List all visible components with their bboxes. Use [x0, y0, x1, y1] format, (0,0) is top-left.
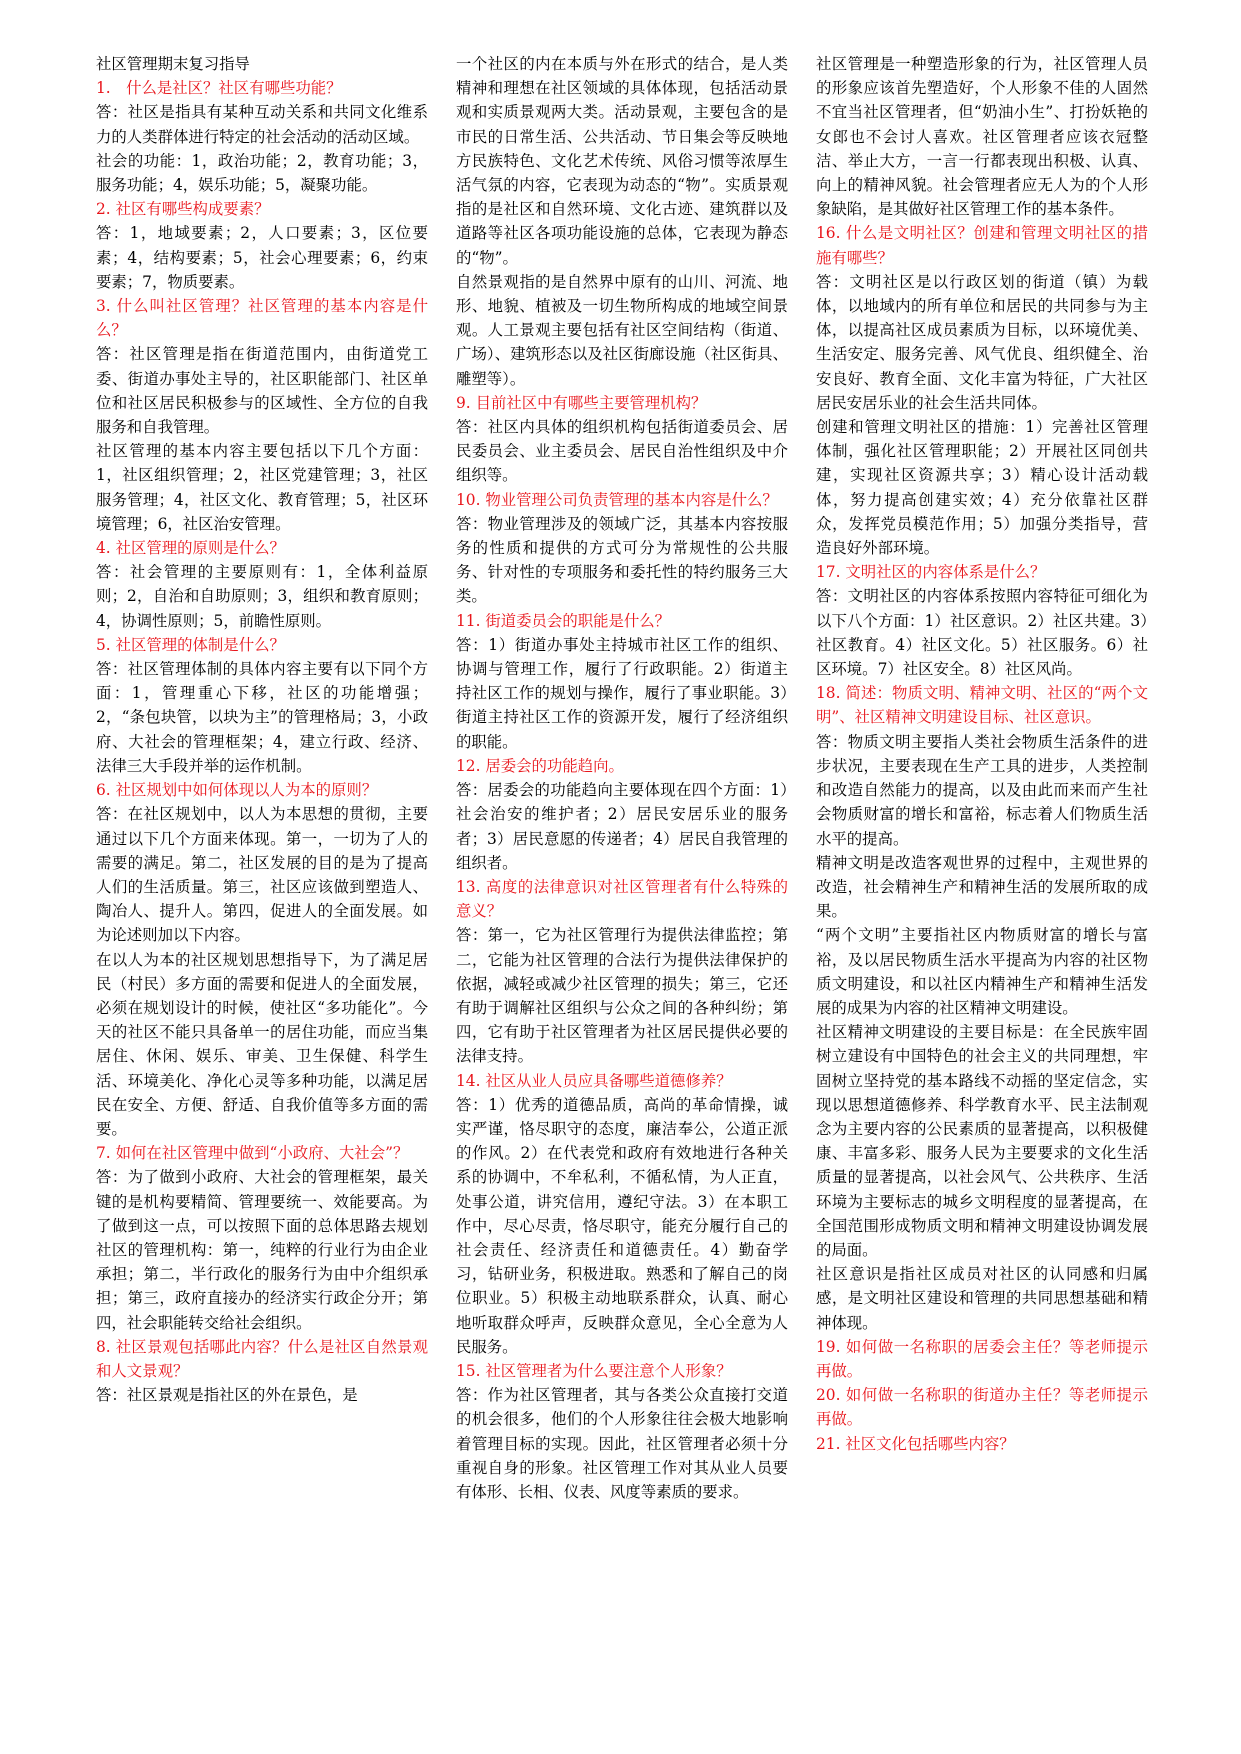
question-heading: 4. 社区管理的原则是什么？	[96, 539, 285, 558]
answer-paragraph: 答：文明社区是以行政区划的街道（镇）为载体，以地域内的所有单位和居民的共同参与为主体，以提高社区成员素质为目标，以环境优美、生活安定、服务完善、风气优良、组织健全、治安良好、教育全面、文化丰富为特征，广大社区居民安居乐业的社会生活共同体。	[816, 272, 1148, 412]
question-heading: 11. 街道委员会的职能是什么？	[456, 611, 671, 630]
question-heading: 7. 如何在社区管理中做到“小政府、大社会”？	[96, 1144, 409, 1163]
answer-paragraph: 社区管理是一种塑造形象的行为，社区管理人员的形象应该首先塑造好，个人形象不佳的人固然不宜当社区管理者，但“奶油小生”、打扮妖艳的女郎也不会讨人喜欢。社区管理者应该衣冠整洁、举止大方，一言一行都表现出积极、认真、向上的精神风貌。社会管理者应无人为的个人形象缺陷，是其做好社区管理工作的基本条件。	[816, 55, 1148, 219]
question-heading: 10. 物业管理公司负责管理的基本内容是什么？	[456, 490, 778, 509]
answer-paragraph: 答：第一，它为社区管理行为提供法律监控；第二，它能为社区管理的合法行为提供法律保护的依据，减轻或减少社区管理的损失；第三，它还有助于调解社区组织与公众之间的各种纠纷；第四，它有助于社区管理者为社区居民提供必要的法律支持。	[456, 926, 788, 1066]
answer-paragraph: 答：社会管理的主要原则有：1，全体利益原则；2，自治和自助原则；3，组织和教育原则；4，协调性原则；5，前瞻性原则。	[96, 563, 428, 630]
question-heading: 18. 简述：物质文明、精神文明、社区的“两个文明”、社区精神文明建设目标、社区意识。	[816, 684, 1148, 727]
answer-paragraph: 精神文明是改造客观世界的过程中，主观世界的改造，社会精神生产和精神生活的发展所取的成果。	[816, 853, 1148, 921]
answer-paragraph: 答：社区是指具有某种互动关系和共同文化维系力的人类群体进行特定的社会活动的活动区域。	[96, 103, 428, 146]
question-heading: 16. 什么是文明社区？创建和管理文明社区的措施有哪些？	[816, 224, 1148, 267]
answer-paragraph: 答：作为社区管理者，其与各类公众直接打交道的机会很多，他们的个人形象往往会极大地影响着管理目标的实现。因此，社区管理者必须十分重视自身的形象。社区管理工作对其从业人员要有体形、长相、仪表、风度等素质的要求。	[456, 1386, 788, 1501]
answer-paragraph: 答：社区内具体的组织机构包括街道委员会、居民委员会、业主委员会、居民自治性组织及中介组织等。	[456, 418, 788, 485]
answer-paragraph: 答：1）优秀的道德品质，高尚的革命情操，诚实严谨，恪尽职守的态度，廉洁奉公，公道正派的作风。2）在代表党和政府有效地进行各种关系的协调中，不牟私利，不循私情，为人正直，处事公道，讲究信用，遵纪守法。3）在本职工作中，尽心尽责，恪尽职守，能充分履行自己的社会责任、经济责任和道德责任。4）勤奋学习，钻研业务，积极进取。熟悉和了解自己的岗位职业。5）积极主动地联系群众，认真、耐心地听取群众呼声，反映群众意见，全心全意为人民服务。	[456, 1095, 788, 1356]
question-heading: 21. 社区文化包括哪些内容？	[816, 1434, 1015, 1453]
answer-paragraph: 社会的功能：1，政治功能；2，教育功能；3，服务功能；4，娱乐功能；5，凝聚功能。	[96, 151, 428, 195]
question-heading: 15. 社区管理者为什么要注意个人形象？	[456, 1361, 732, 1380]
question-heading: 13. 高度的法律意识对社区管理者有什么特殊的意义？	[456, 877, 788, 921]
answer-paragraph: 自然景观指的是自然界中原有的山川、河流、地形、地貌、植被及一切生物所构成的地域空间景观。人工景观主要包括有社区空间结构（街道、广场）、建筑形态以及社区街廊设施（社区街具、雕塑等）。	[456, 272, 788, 388]
answer-paragraph: 答：为了做到小政府、大社会的管理框架，最关键的是机构要精简、管理要统一、效能要高。为了做到这一点，可以按照下面的总体思路去规划社区的管理机构：第一，纯粹的行业行为由企业承担；第二，半行政化的服务行为由中介组织承担；第三，政府直接办的经济实行政企分开；第四，社会职能转交给社会组织。	[96, 1168, 428, 1332]
answer-paragraph: 答：物质文明主要指人类社会物质生活条件的进步状况，主要表现在生产工具的进步，人类控制和改造自然能力的提高，以及由此而来而产生社会物质财富的增长和富裕，标志着人们物质生活水平的提高。	[816, 732, 1148, 848]
question-heading: 3. 什么叫社区管理？社区管理的基本内容是什么？	[96, 297, 428, 340]
answer-paragraph: 答：社区管理体制的具体内容主要有以下同个方面：1，管理重心下移，社区的功能增强；2，“条包块管，以块为主”的管理格局；3，小政府、大社会的管理框架；4，建立行政、经济、法律三大手段并举的运作机制。	[96, 660, 428, 775]
answer-paragraph: 答：居委会的功能趋向主要体现在四个方面：1）社会治安的维护者；2）居民安居乐业的服务者；3）居民意愿的传递者；4）居民自我管理的组织者。	[456, 781, 788, 872]
answer-paragraph: 答：1）街道办事处主持城市社区工作的组织、协调与管理工作，履行了行政职能。2）街道主持社区工作的规划与操作，履行了事业职能。3）街道主持社区工作的资源开发，履行了经济组织的职能。	[456, 635, 788, 751]
answer-paragraph: 社区意识是指社区成员对社区的认同感和归属感，是文明社区建设和管理的共同思想基础和精神体现。	[816, 1265, 1148, 1332]
question-heading: 9. 目前社区中有哪些主要管理机构？	[456, 393, 707, 412]
answer-paragraph: 答：1，地域要素；2，人口要素；3，区位要素；4，结构要素；5，社会心理要素；6，约束要素；7，物质要素。	[96, 224, 428, 291]
text-column-1	[96, 52, 428, 1732]
text-column-3	[816, 52, 1148, 1732]
question-heading: 5. 社区管理的体制是什么？	[96, 635, 285, 654]
question-heading: 8. 社区景观包括哪此内容？什么是社区自然景观和人文景观？	[96, 1337, 428, 1380]
document-page	[96, 52, 1148, 1732]
answer-paragraph: 社区管理的基本内容主要包括以下几个方面：1，社区组织管理；2，社区党建管理；3，社区服务管理；4，社区文化、教育管理；5，社区环境管理；6，社区治安管理。	[96, 442, 428, 533]
answer-paragraph: 答：在社区规划中，以人为本思想的贯彻，主要通过以下几个方面来体现。第一，一切为了人的需要的满足。第二，社区发展的目的是为了提高人们的生活质量。第三，社区应该做到塑造人、陶冶人、提升人。第四，促进人的全面发展。如为论述则加以下内容。	[96, 805, 428, 945]
question-heading: 2. 社区有哪些构成要素？	[96, 200, 270, 219]
answer-paragraph: 答：社区景观是指社区的外在景色，是	[96, 1386, 358, 1405]
question-heading: 6. 社区规划中如何体现以人为本的原则？	[96, 781, 378, 800]
answer-paragraph: 在以人为本的社区规划思想指导下，为了满足居民（村民）多方面的需要和促进人的全面发展，必须在规划设计的时候，使社区“多功能化”。今天的社区不能只具备单一的居住功能，而应当集居住、休闲、娱乐、审美、卫生保健、科学生活、环境美化、净化心灵等多种功能，以满足居民在安全、方便、舒适、自我价值等多方面的需要。	[96, 950, 428, 1138]
question-heading: 1. 什么是社区？社区有哪些功能？	[96, 79, 342, 98]
question-heading: 14. 社区从业人员应具备哪些道德修养？	[456, 1071, 732, 1090]
question-heading: 19. 如何做一名称职的居委会主任？等老师提示再做。	[816, 1337, 1148, 1380]
answer-paragraph: 社区精神文明建设的主要目标是：在全民族牢固树立建设有中国特色的社会主义的共同理想，牢固树立坚持党的基本路线不动摇的坚定信念，实现以思想道德修养、科学教育水平、民主法制观念为主要内容的公民素质的显著提高，以积极健康、丰富多彩、服务人民为主要要求的文化生活质量的显著提高，以社会风气、公共秩序、生活环境为主要标志的城乡文明程度的显著提高，在全国范围形成物质文明和精神文明建设协调发展的局面。	[816, 1023, 1148, 1259]
answer-paragraph: 答：物业管理涉及的领域广泛，其基本内容按服务的性质和提供的方式可分为常规性的公共服务、针对性的专项服务和委托性的特约服务三大类。	[456, 514, 788, 606]
text-column-2	[456, 52, 788, 1732]
question-heading: 17. 文明社区的内容体系是什么？	[816, 563, 1046, 582]
answer-paragraph: “两个文明”主要指社区内物质财富的增长与富裕，及以居民物质生活水平提高为内容的社区物质文明建设，和以社区内精神生产和精神生活发展的成果为内容的社区精神文明建设。	[816, 926, 1148, 1017]
answer-paragraph: 创建和管理文明社区的措施：1）完善社区管理体制，强化社区管理职能；2）开展社区同创共建，实现社区资源共享；3）精心设计活动载体，努力提高创建实效；4）充分依靠社区群众，发挥党员模范作用；5）加强分类指导，营造良好外部环境。	[816, 418, 1148, 558]
question-heading: 20. 如何做一名称职的街道办主任？等老师提示再做。	[816, 1386, 1148, 1429]
question-heading: 12. 居委会的功能趋向。	[456, 756, 624, 775]
answer-paragraph: 一个社区的内在本质与外在形式的结合，是人类精神和理想在社区领域的具体体现，包括活动景观和实质景观两大类。活动景观，主要包含的是市民的日常生活、公共活动、节日集会等反映地方民族特色、文化艺术传统、风俗习惯等浓厚生活气氛的内容，它表现为动态的“物”。实质景观指的是社区和自然环境、文化古迹、建筑群以及道路等社区各项功能设施的总体，它表现为静态的“物”。	[456, 55, 788, 267]
document-title: 社区管理期末复习指导	[96, 55, 250, 73]
answer-paragraph: 答：文明社区的内容体系按照内容特征可细化为以下八个方面：1）社区意识。2）社区共建。3）社区教育。4）社区文化。5）社区服务。6）社区环境。7）社区安全。8）社区风尚。	[816, 587, 1148, 679]
answer-paragraph: 答：社区管理是指在街道范围内，由街道党工委、街道办事处主导的，社区职能部门、社区单位和社区居民积极参与的区域性、全方位的自我服务和自我管理。	[96, 345, 428, 437]
